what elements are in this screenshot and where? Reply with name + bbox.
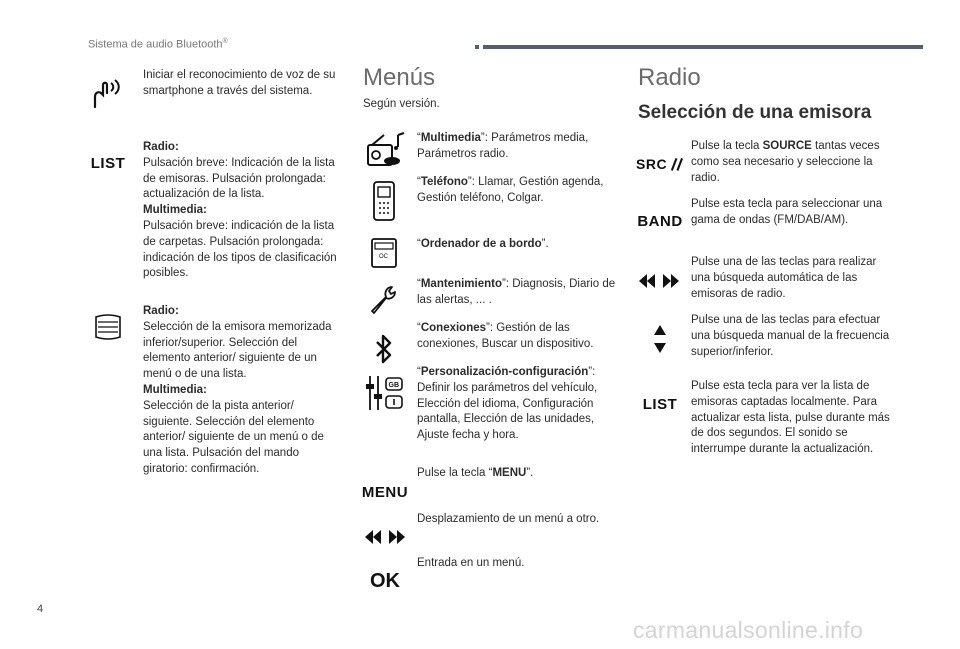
seek-description: Pulse una de las teclas para realizar una búsqueda automática de las emisoras de radio.: [691, 256, 877, 300]
list-media-title: Multimedia:: [143, 204, 207, 217]
seek-arrows-icon: [636, 272, 682, 290]
manual-search-description: Pulse una de las teclas para efectuar una búsqueda manual de la frecuencia superior/inferior.: [691, 314, 890, 358]
svg-text:GB: GB: [388, 382, 399, 389]
band-description: Pulse esta tecla para seleccionar una gama de ondas (FM/DAB/AM).: [691, 198, 883, 226]
radio-list-description: Pulse esta tecla para ver la lista de emisoras captadas localmente. Para actualizar esta lista, pulse durante más de dos segundos. El sonido se interrumpe durante la actualización.: [691, 380, 890, 456]
voice-description: Iniciar el reconocimiento de voz de su smartphone a través del sistema.: [143, 69, 336, 97]
nav-arrows-text: Desplazamiento de un menú a otro.: [417, 513, 600, 525]
header-rule: [483, 45, 923, 49]
menu-connections-text: “Conexiones”: Gestión de las conexiones, Buscar un dispositivo.: [417, 322, 594, 350]
bluetooth-icon: [372, 331, 396, 367]
rocker-switch-icon: [90, 312, 126, 342]
rocker-media-title: Multimedia:: [143, 383, 207, 396]
menu-key-text: Pulse la tecla “MENU”.: [417, 467, 534, 479]
watermark: carmanualsonline.info: [633, 617, 864, 643]
radio-subheading: Selección de una emisora: [638, 102, 872, 123]
src-key-label: [636, 154, 684, 174]
voice-hand-icon: [88, 76, 128, 110]
menu-multimedia-text: “Multimedia”: Parámetros media, Parámetros radio.: [417, 132, 589, 160]
rocker-description: [143, 304, 338, 478]
personalisation-icon: [363, 373, 407, 413]
menu-personalisation-text: “Personalización-configuración”: Definir los parámetros del vehículo, Elección del idioma, Configuración pantalla, Elección de las unidades, Ajuste fecha y hora.: [417, 366, 598, 442]
rocker-media-text: Selección de la pista anterior/ siguiente. Selección del elemento anterior/ siguiente de un menú o de una lista. Pulsación del mando giratorio: confirmación.: [143, 399, 324, 475]
trip-computer-icon: [368, 236, 400, 270]
page-number: 4: [37, 603, 44, 615]
menus-heading: Menús: [363, 64, 436, 91]
rocker-radio-text: Selección de la emisora memorizada inferior/superior. Selección del elemento anterior/ siguiente de un menú o de una lista.: [143, 320, 332, 381]
up-down-arrows-icon: [650, 322, 670, 356]
menu-key-label: MENU: [361, 483, 409, 501]
telephone-icon: [366, 180, 402, 222]
wrench-icon: [366, 281, 402, 317]
radio-list-key-label: LIST: [642, 395, 678, 413]
list-radio-text: Pulsación breve: Indicación de la lista de emisoras. Pulsación prolongada: actualización de la lista.: [143, 156, 335, 201]
rocker-radio-title: Radio:: [143, 305, 179, 317]
list-media-text: Pulsación breve: indicación de la lista de carpetas. Pulsación prolongada: indicación de los tipos de clasificación posibles.: [143, 219, 337, 280]
running-header: Sistema de audio Bluetooth®: [88, 38, 228, 51]
header-rule-dot: [475, 45, 479, 49]
band-key-label: BAND: [637, 212, 683, 230]
src-description: Pulse la tecla SOURCE tantas veces como sea necesario y seleccione la radio.: [691, 140, 880, 184]
menu-trip-text: “Ordenador de a bordo”.: [417, 238, 549, 250]
ok-key-label: OK: [370, 569, 400, 592]
left-right-arrows-icon: [362, 527, 408, 547]
source-slash-icon: [669, 156, 684, 172]
list-key-label: LIST: [90, 154, 126, 172]
radio-heading: Radio: [638, 64, 701, 91]
src-key-text: SRC: [636, 156, 668, 172]
menu-maintenance-text: “Mantenimiento”: Diagnosis, Diario de las alertas, ... .: [417, 278, 616, 306]
multimedia-icon: [363, 130, 407, 170]
menu-telephone-text: “Teléfono”: Llamar, Gestión agenda, Gestión teléfono, Colgar.: [417, 176, 604, 204]
menus-intro: Según versión.: [363, 98, 440, 110]
svg-text:OC: OC: [379, 254, 388, 260]
list-radio-title: Radio:: [143, 141, 179, 153]
ok-key-text: Entrada en un menú.: [417, 557, 525, 569]
list-description: [143, 140, 338, 282]
